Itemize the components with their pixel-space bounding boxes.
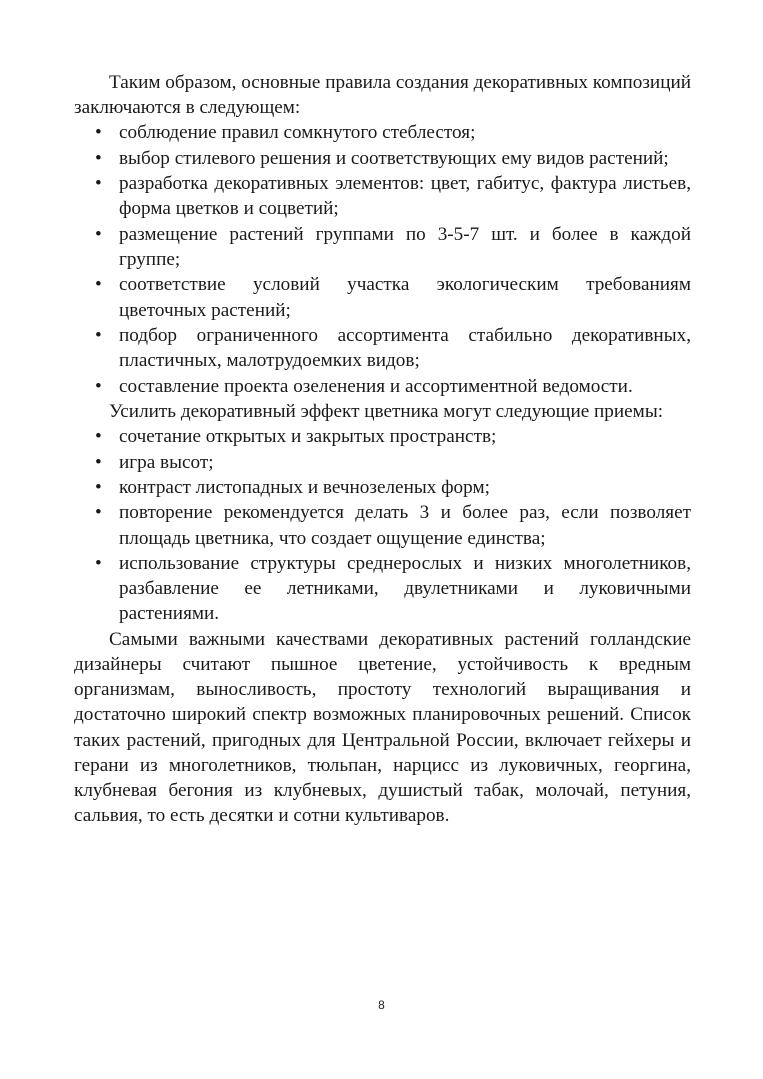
document-page	[74, 70, 691, 828]
list-item	[74, 146, 691, 171]
list-item	[74, 171, 691, 221]
list-item	[74, 374, 691, 399]
list-item-text: разработка декоративных элементов: цвет, габитус, фактура листьев, форма цветков и соцветий;	[119, 173, 691, 220]
list-item	[74, 450, 691, 475]
page-number: 8	[378, 998, 385, 1012]
list-item-text: подбор ограниченного ассортимента стабильно декоративных, пластичных, малотрудоемких видов;	[119, 324, 691, 372]
techniques-list	[74, 424, 691, 626]
list-item	[74, 551, 691, 627]
bullet-icon: •	[95, 274, 102, 296]
bullet-icon: •	[95, 122, 102, 144]
list-item-text: размещение растений группами по 3-5-7 шт. и более в каждой группе;	[119, 223, 691, 270]
bullet-icon: •	[95, 173, 102, 195]
list-item-text: соответствие условий участка экологическим требованиям цветочных растений;	[119, 274, 691, 321]
bullet-icon: •	[95, 223, 102, 245]
bullet-icon: •	[95, 502, 102, 524]
list-item-text: соблюдение правил сомкнутого стеблестоя;	[119, 122, 476, 144]
bullet-icon: •	[95, 476, 102, 498]
bullet-icon: •	[95, 552, 102, 574]
list-item-text: контраст листопадных и вечнозеленых форм;	[119, 476, 490, 498]
bullet-icon: •	[95, 375, 102, 397]
list-item	[74, 323, 691, 373]
bullet-icon: •	[95, 147, 102, 169]
list-item-text: повторение рекомендуется делать 3 и более раз, если позволяет площадь цветника, что создает ощущение единства;	[119, 502, 691, 549]
list-item	[74, 272, 691, 322]
bullet-icon: •	[95, 451, 102, 473]
list-item	[74, 424, 691, 449]
list-item	[74, 500, 691, 550]
list-item-text: игра высот;	[119, 451, 214, 473]
list-item	[74, 120, 691, 145]
list-item-text: использование структуры среднерослых и низких многолетников, разбавление ее летниками, двулетниками и луковичными растениями.	[119, 552, 691, 625]
bullet-icon: •	[95, 426, 102, 448]
intro-paragraph: Таким образом, основные правила создания декоративных композиций заключаются в следующем:	[74, 72, 691, 119]
list-item	[74, 222, 691, 272]
list-item-text: сочетание открытых и закрытых пространств;	[119, 426, 497, 448]
bullet-icon: •	[95, 324, 102, 346]
effect-paragraph: Усилить декоративный эффект цветника могут следующие приемы:	[109, 400, 664, 422]
list-item-text: составление проекта озеленения и ассортиментной ведомости.	[119, 375, 633, 397]
list-item	[74, 475, 691, 500]
rules-list	[74, 120, 691, 398]
closing-paragraph: Самыми важными качествами декоративных растений голландские дизайнеры считают пышное цветение, устойчивость к вредным организмам, выносливость, простоту технологий выращивания и достаточно широкий спектр возможных планировочных решений. Список таких растений, пригодных для Центральной России, включает гейхеры и герани из многолетников, тюльпан, нарцисс из луковичных, георгина, клубневая бегония из клубневых, душистый табак, молочай, петуния, сальвия, то есть десятки и сотни культиваров.	[74, 628, 691, 827]
list-item-text: выбор стилевого решения и соответствующих ему видов растений;	[119, 147, 669, 169]
